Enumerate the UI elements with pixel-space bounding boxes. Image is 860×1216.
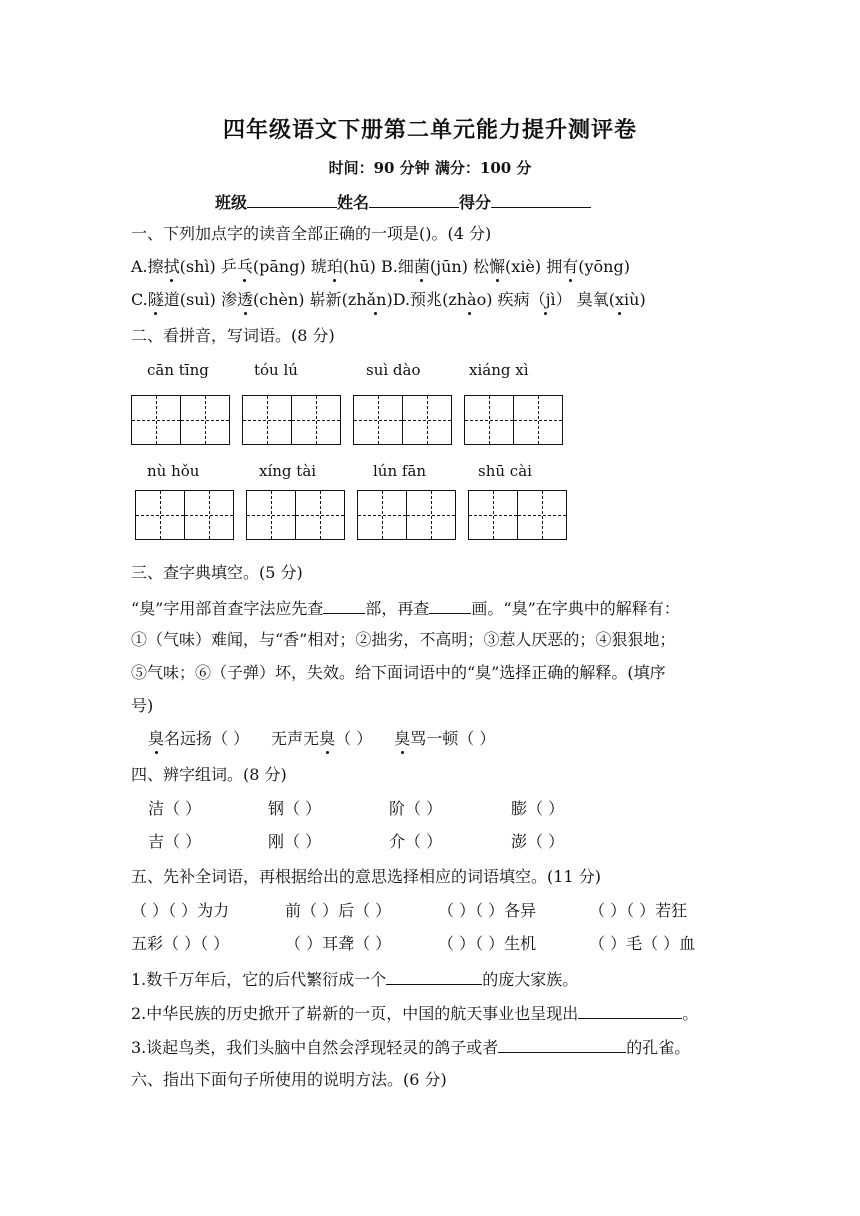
pinyin-label: cān tīng <box>147 361 209 379</box>
q5-idiom[interactable]: （ ）毛（ ）血 <box>589 934 696 953</box>
q5-idiom[interactable]: （ ）（ ）为力 <box>131 901 230 920</box>
pinyin-label: lún fān <box>373 462 427 480</box>
q5-blank-1[interactable] <box>386 968 482 985</box>
q1-option-a-b: A.擦拭(shì) 乒乓(pāng) 琥珀(hū) B.细菌(jūn) 松懈(xiè) 拥有(yōng) <box>131 257 630 276</box>
q5-heading: 五、先补全词语，再根据给出的意思选择相应的词语填空。(11 分) <box>131 867 601 886</box>
q1-heading: 一、下列加点字的读音全部正确的一项是()。(4 分) <box>131 224 492 243</box>
q3-words: 臭名远扬（ ） 无声无臭（ ） 臭骂一顿（ ） <box>148 729 496 748</box>
q4-item[interactable]: 洁（ ） <box>148 799 202 818</box>
q4-item[interactable]: 刚（ ） <box>268 832 322 851</box>
q4-item[interactable]: 介（ ） <box>389 832 443 851</box>
stroke-count-blank[interactable] <box>429 597 471 614</box>
q1-option-c-d: C.隧道(suì) 渗透(chèn) 崭新(zhǎn)D.预兆(zhào) 疾病（jì） 臭氧(xiù) <box>131 290 646 309</box>
page-title: 四年级语文下册第二单元能力提升测评卷 <box>222 117 637 143</box>
writing-grid[interactable] <box>464 395 562 445</box>
pinyin-label: suì dào <box>366 361 421 379</box>
q3-line-1: “臭”字用部首查字法应先查 部，再查 画。“臭”在字典中的解释有： <box>131 599 680 618</box>
q5-idiom[interactable]: （ ）耳聋（ ） <box>285 934 392 953</box>
student-info-fields <box>215 190 591 213</box>
q4-item[interactable]: 吉（ ） <box>148 832 202 851</box>
pinyin-label: shū cài <box>478 462 532 480</box>
pinyin-label: tóu lú <box>254 361 298 379</box>
score-label: 得分 <box>459 193 492 212</box>
q3-line-4: 号) <box>131 696 154 715</box>
q5-idiom[interactable]: 五彩（ ）（ ） <box>131 934 230 953</box>
name-label: 姓名 <box>337 193 370 212</box>
q5-idiom[interactable]: （ ）（ ）若狂 <box>589 901 688 920</box>
writing-grid[interactable] <box>353 395 451 445</box>
score-blank[interactable] <box>491 191 591 208</box>
exam-meta: 时间：90 分钟 满分：100 分 <box>328 159 532 177</box>
q3-line-3: ⑤气味；⑥（子弹）坏，失效。给下面词语中的“臭”选择正确的解释。(填序 <box>131 663 666 682</box>
q5-idiom[interactable]: 前（ ）后（ ） <box>285 901 392 920</box>
writing-grid[interactable] <box>468 490 566 540</box>
q4-item[interactable]: 钢（ ） <box>268 799 322 818</box>
q5-idiom[interactable]: （ ）（ ）各异 <box>438 901 537 920</box>
q4-item[interactable]: 膨（ ） <box>511 799 565 818</box>
q5-sentence-1: 1.数千万年后，它的后代繁衍成一个 的庞大家族。 <box>131 970 579 989</box>
class-blank[interactable] <box>247 191 337 208</box>
q4-heading: 四、辨字组词。(8 分) <box>131 765 287 784</box>
q5-sentence-2: 2.中华民族的历史掀开了崭新的一页，中国的航天事业也呈现出 。 <box>131 1004 699 1023</box>
q5-blank-3[interactable] <box>498 1036 626 1053</box>
class-label: 班级 <box>215 193 248 212</box>
q6-heading: 六、指出下面句子所使用的说明方法。(6 分) <box>131 1070 447 1089</box>
q4-item[interactable]: 澎（ ） <box>511 832 565 851</box>
pinyin-label: nù hǒu <box>147 462 200 480</box>
pinyin-label: xiáng xì <box>469 361 529 379</box>
q5-sentence-3: 3.谈起鸟类，我们头脑中自然会浮现轻灵的鸽子或者 的孔雀。 <box>131 1038 691 1057</box>
writing-grid[interactable] <box>135 490 233 540</box>
name-blank[interactable] <box>369 191 459 208</box>
q2-heading: 二、看拼音，写词语。(8 分) <box>131 326 335 345</box>
pinyin-label: xíng tài <box>259 462 317 480</box>
q4-item[interactable]: 阶（ ） <box>389 799 443 818</box>
writing-grid[interactable] <box>131 395 229 445</box>
radical-blank[interactable] <box>323 597 365 614</box>
q3-line-2: ①（气味）难闻，与“香”相对；②拙劣，不高明；③惹人厌恶的；④狠狠地； <box>131 630 676 649</box>
writing-grid[interactable] <box>357 490 455 540</box>
q3-heading: 三、查字典填空。(5 分) <box>131 563 303 582</box>
q5-blank-2[interactable] <box>578 1002 682 1019</box>
writing-grid[interactable] <box>246 490 344 540</box>
q5-idiom[interactable]: （ ）（ ）生机 <box>438 934 537 953</box>
writing-grid[interactable] <box>242 395 340 445</box>
